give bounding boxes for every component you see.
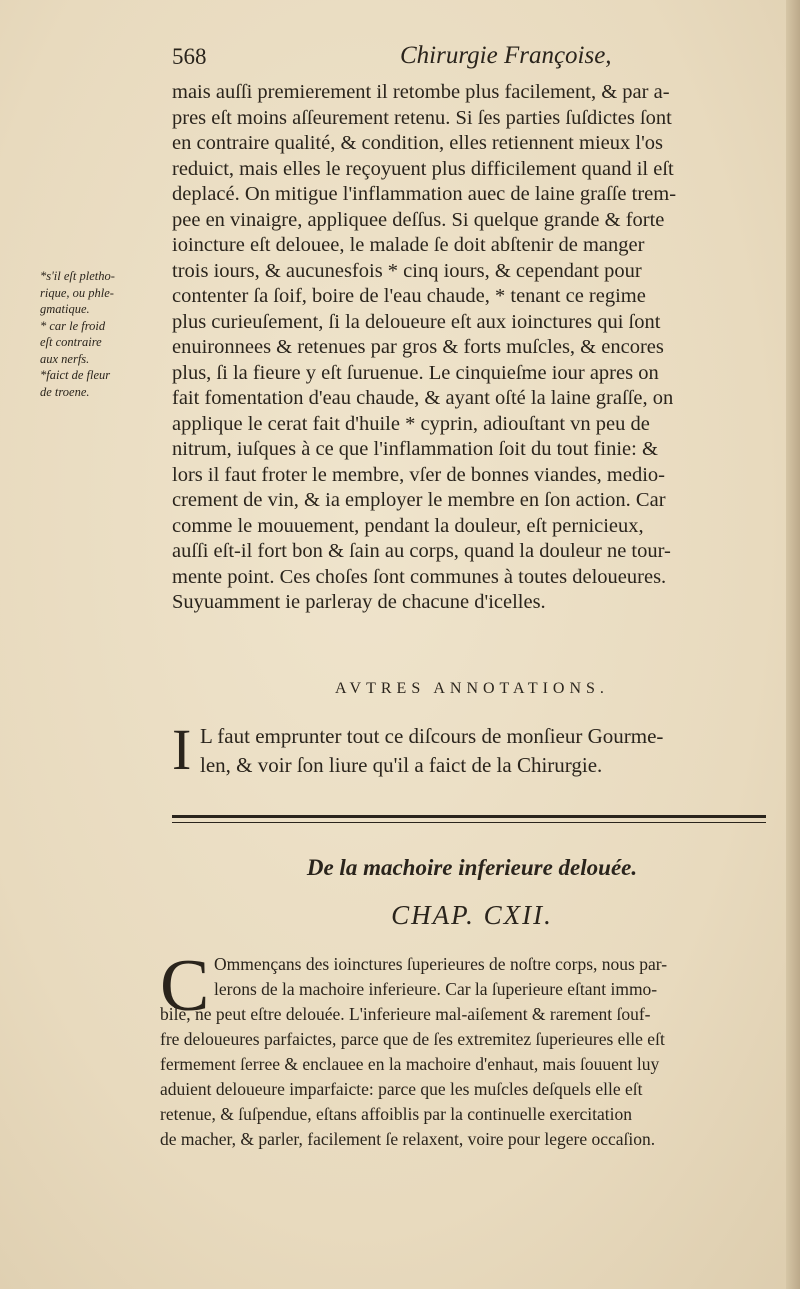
- text-line: pres eſt moins aſſeurement retenu. Si ſes parties ſuſdictes ſont: [172, 106, 672, 129]
- text-line: Suyuamment ie parleray de chacune d'icelles.: [172, 591, 546, 613]
- text-line: fait fomentation d'eau chaude, & ayant oſté la laine graſſe, on: [172, 387, 674, 409]
- section-title: De la machoire inferieure delouée.: [306, 855, 638, 880]
- chapter-heading: CHAP. CXII.: [391, 900, 553, 930]
- text-line: mente point. Ces choſes ſont communes à toutes deloueures.: [172, 565, 667, 588]
- margin-note-line: *faict de fleur: [40, 368, 111, 382]
- margin-notes: [40, 268, 172, 400]
- margin-note-line: rique, ou phle-: [40, 285, 114, 300]
- main-text: [172, 80, 772, 616]
- text-line: nitrum, iuſques à ce que l'inflammation ſoit du tout finie: &: [172, 438, 658, 460]
- margin-note-line: de troene.: [40, 384, 90, 399]
- margin-note-line: * car le froid: [40, 318, 106, 333]
- text-line: auſſi eſt-il fort bon & ſain au corps, quand la douleur ne tour-: [172, 540, 671, 562]
- page-number: 568: [172, 44, 207, 69]
- text-line: aduient deloueure imparfaicte: parce que les muſcles deſquels elle eſt: [160, 1079, 643, 1099]
- text-line: ioincture eſt delouee, le malade ſe doit abſtenir de manger: [172, 234, 645, 256]
- chapter-text: [160, 945, 772, 1152]
- page-header: [172, 40, 772, 80]
- margin-note-line: gmatique.: [40, 302, 90, 316]
- text-line: contenter ſa ſoif, boire de l'eau chaude, * tenant ce regime: [172, 285, 646, 307]
- text-line: pee en vinaigre, appliquee deſſus. Si quelque grande & forte: [172, 208, 665, 231]
- text-line: len, & voir ſon liure qu'il a faict de la Chirurgie.: [200, 753, 603, 777]
- text-line: plus, ſi la fieure y eſt ſuruenue. Le cinquieſme iour apres on: [172, 361, 659, 384]
- text-line: trois iours, & aucunesfois * cinq iours, & cependant pour: [172, 259, 642, 282]
- text-line: L faut emprunter tout ce diſcours de monſieur Gourme-: [200, 724, 664, 748]
- annotations-text: [172, 717, 772, 782]
- text-line: fre deloueures parfaictes, parce que de ſes extremitez ſuperieures elle eſt: [160, 1029, 665, 1049]
- drop-cap: C: [160, 945, 210, 1027]
- text-line: bile, ne peut eſtre delouée. L'inferieure mal-aiſement & rarement ſouf-: [160, 1004, 651, 1024]
- text-line: retenue, & ſuſpendue, eſtans affoiblis par la continuelle exercitation: [160, 1104, 633, 1124]
- text-line: mais auſſi premierement il retombe plus facilement, & par a-: [172, 81, 670, 103]
- text-line: comme le mouuement, pendant la douleur, eſt pernicieux,: [172, 514, 644, 537]
- text-line: de macher, & parler, facilement ſe relaxent, voire pour legere occaſion.: [160, 1129, 656, 1149]
- text-line: Ommençans des ioinctures ſuperieures de noſtre corps, nous par-: [214, 954, 668, 974]
- text-line: enuironnees & retenues par gros & forts muſcles, & encores: [172, 336, 664, 358]
- margin-note-line: aux nerfs.: [40, 351, 90, 366]
- margin-note-line: eſt contraire: [40, 335, 102, 349]
- annotations-heading: AVTRES ANNOTATIONS.: [335, 680, 609, 697]
- page-edge: [786, 0, 800, 1289]
- text-line: lerons de la machoire inferieure. Car la ſuperieure eſtant immo-: [214, 979, 658, 999]
- section-divider-thin: [172, 822, 766, 823]
- text-line: fermement ſerree & enclauee en la machoire d'enhaut, mais ſouuent luy: [160, 1054, 660, 1074]
- text-line: lors il faut froter le membre, vſer de bonnes viandes, medio-: [172, 463, 665, 486]
- section-divider: [172, 815, 766, 818]
- running-title: Chirurgie Françoise,: [400, 42, 612, 69]
- text-line: applique le cerat fait d'huile * cyprin, adiouſtant vn peu de: [172, 412, 650, 435]
- text-line: deplacé. On mitigue l'inflammation auec de laine graſſe trem-: [172, 183, 677, 205]
- text-line: crement de vin, & ia employer le membre en ſon action. Car: [172, 489, 666, 511]
- margin-note-line: *s'il eſt pletho-: [40, 269, 115, 283]
- drop-cap: I: [172, 717, 192, 782]
- text-line: reduict, mais elles le reçoyuent plus difficilement quand il eſt: [172, 157, 674, 180]
- text-line: plus curieuſement, ſi la deloueure eſt aux ioinctures qui ſont: [172, 310, 661, 333]
- text-line: en contraire qualité, & condition, elles retiennent mieux l'os: [172, 132, 663, 154]
